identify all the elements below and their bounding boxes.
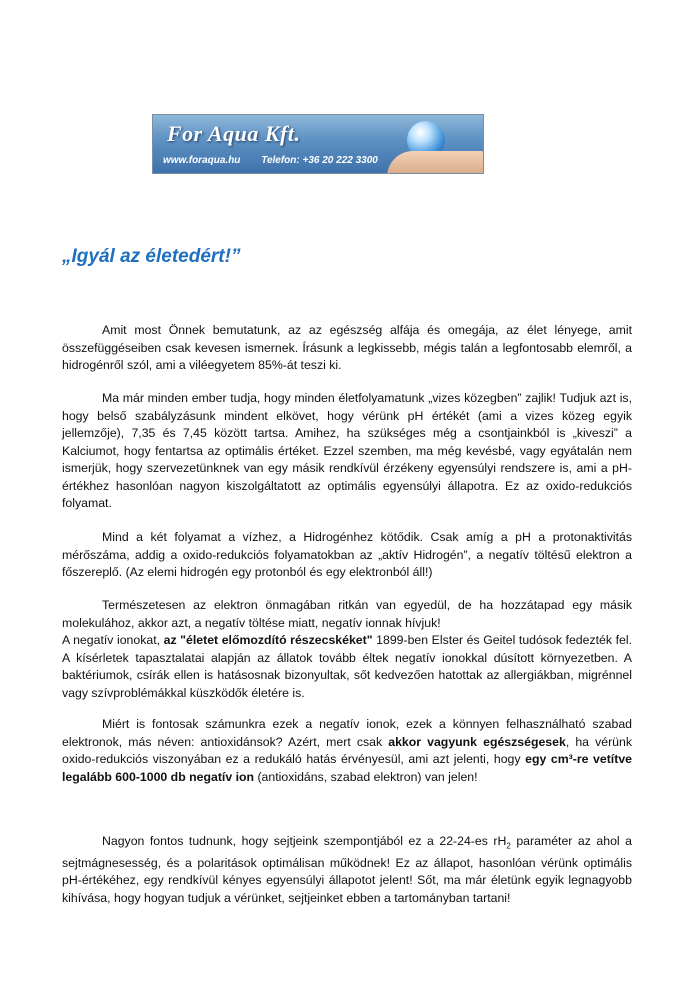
paragraph-4-part-b (62, 632, 632, 702)
paragraph-6-pre: Nagyon fontos tudnunk, hogy sejtjeink szempontjából ez a 22-24-es rH (102, 834, 507, 848)
paragraph-5-pre: Miért is fontosak számunkra ezek a negatív ionok, ezek a könnyen felhasználható szabad elektronok, más néven: antioxidánsok? Azért, mert csak (62, 717, 632, 749)
paragraph-5-post: (antioxidáns, szabad elektron) van jelen! (254, 769, 478, 784)
hand-icon (387, 151, 484, 174)
paragraph-5 (62, 716, 632, 786)
paragraph-4-pre: A negatív ionokat, (62, 633, 164, 647)
paragraph-3: Mind a két folyamat a vízhez, a Hidrogénhez kötődik. Csak amíg a pH a protonaktivitás mérőszáma, addig a oxido-redukciós folyamatokban az „aktív Hidrogén”, a negatív töltésű elektron a főszereplő. (Az elemi hidrogén egy protonból és egy elektronból áll!) (62, 530, 632, 579)
banner-contact (163, 155, 396, 166)
paragraph-2: Ma már minden ember tudja, hogy minden életfolyamatunk „vizes közegben” zajlik! Tudjuk azt is, hogy belső szabályzásunk mindent elkövet, hogy vérünk pH értékét (ami a vizes közeg egyik jellemzője), 7,35 és 7,45 között tartsa. Amihez, ha szükséges még a csontjainkból is „kiveszi” a Kalciumot, hogy fentartsa az optimális értéket. Ezzel szemben, ma még kevésbé, vagy egyátalán nem ismerjük, hogy szervezetünknek van egy másik rendkívül érzékeny egyensúlyi rendszere is, ami a pH-értékhez hasonlóan nagyon kiszolgáltatott az optimális egyensúlyi állapotra. Ez az oxido-redukciós folyamat. (62, 391, 632, 510)
paragraph-5-bold-2: egy cm³-re vetítve legalább 600-1000 db negatív ion (62, 752, 632, 784)
paragraph-4-post: 1899-ben Elster és Geitel tudósok fedezték fel. A kísérletek tapasztalatai alapján az állatok tovább éltek negatív ionokkal dúsított környezetben. A baktériumok, csírák ellen is hatásosnak bizonyultak, sőt kedvezően hatottak az allergiákban, migrénnel vagy szívproblémákkal küszködők életére is. (62, 633, 632, 700)
banner-title: For Aqua Kft. (167, 121, 301, 146)
paragraph-5-mid: , ha vérünk oxido-redukciós viszonyában ez a redukáló hatás érvényesül, ami azt jelenti, hogy (62, 734, 632, 766)
banner-phone: Telefon: +36 20 222 3300 (261, 155, 378, 166)
paragraph-6 (62, 833, 632, 907)
paragraph-1: Amit most Önnek bemutatunk, az az egészség alfája és omegája, az élet lényege, amit összefüggéseiben csak kevesen ismernek. Írásunk a legkissebb, mégis talán a legfontosabb elemről, a hidrogénről szól, ami a viléegyetem 85%-át teszi ki. (62, 323, 632, 372)
banner-website: www.foraqua.hu (163, 155, 241, 166)
paragraph-6-post: paraméter az ahol a sejtmágnesesség, és a polaritások optimálisan működnek! Ez az állapot, hasonlóan vérünk optimális pH-értékéhez, egy rendkívül kényes egyensúlyi állapotot jelent! Sőt, ma már életünk egyik legnagyobb kihívása, hogy hogyan tudjuk a vérünket, sejtjeinket ebben a tartományban tartani! (62, 834, 632, 905)
paragraph-4 (62, 597, 632, 702)
paragraph-5-bold-1: akkor vagyunk egészségesek (388, 734, 566, 749)
paragraph-6-subscript: 2 (506, 841, 511, 851)
page-headline: „Igyál az életedért!” (62, 246, 241, 267)
paragraph-4-bold: az "életet előmozdító részecskéket" (163, 633, 373, 647)
paragraph-4-part-a: Természetesen az elektron önmagában ritkán van egyedül, de ha hozzátapad egy másik molekulához, akkor azt, a negatív töltése miatt, negatív ionnak hívjuk! (62, 598, 632, 630)
company-banner (152, 114, 484, 174)
